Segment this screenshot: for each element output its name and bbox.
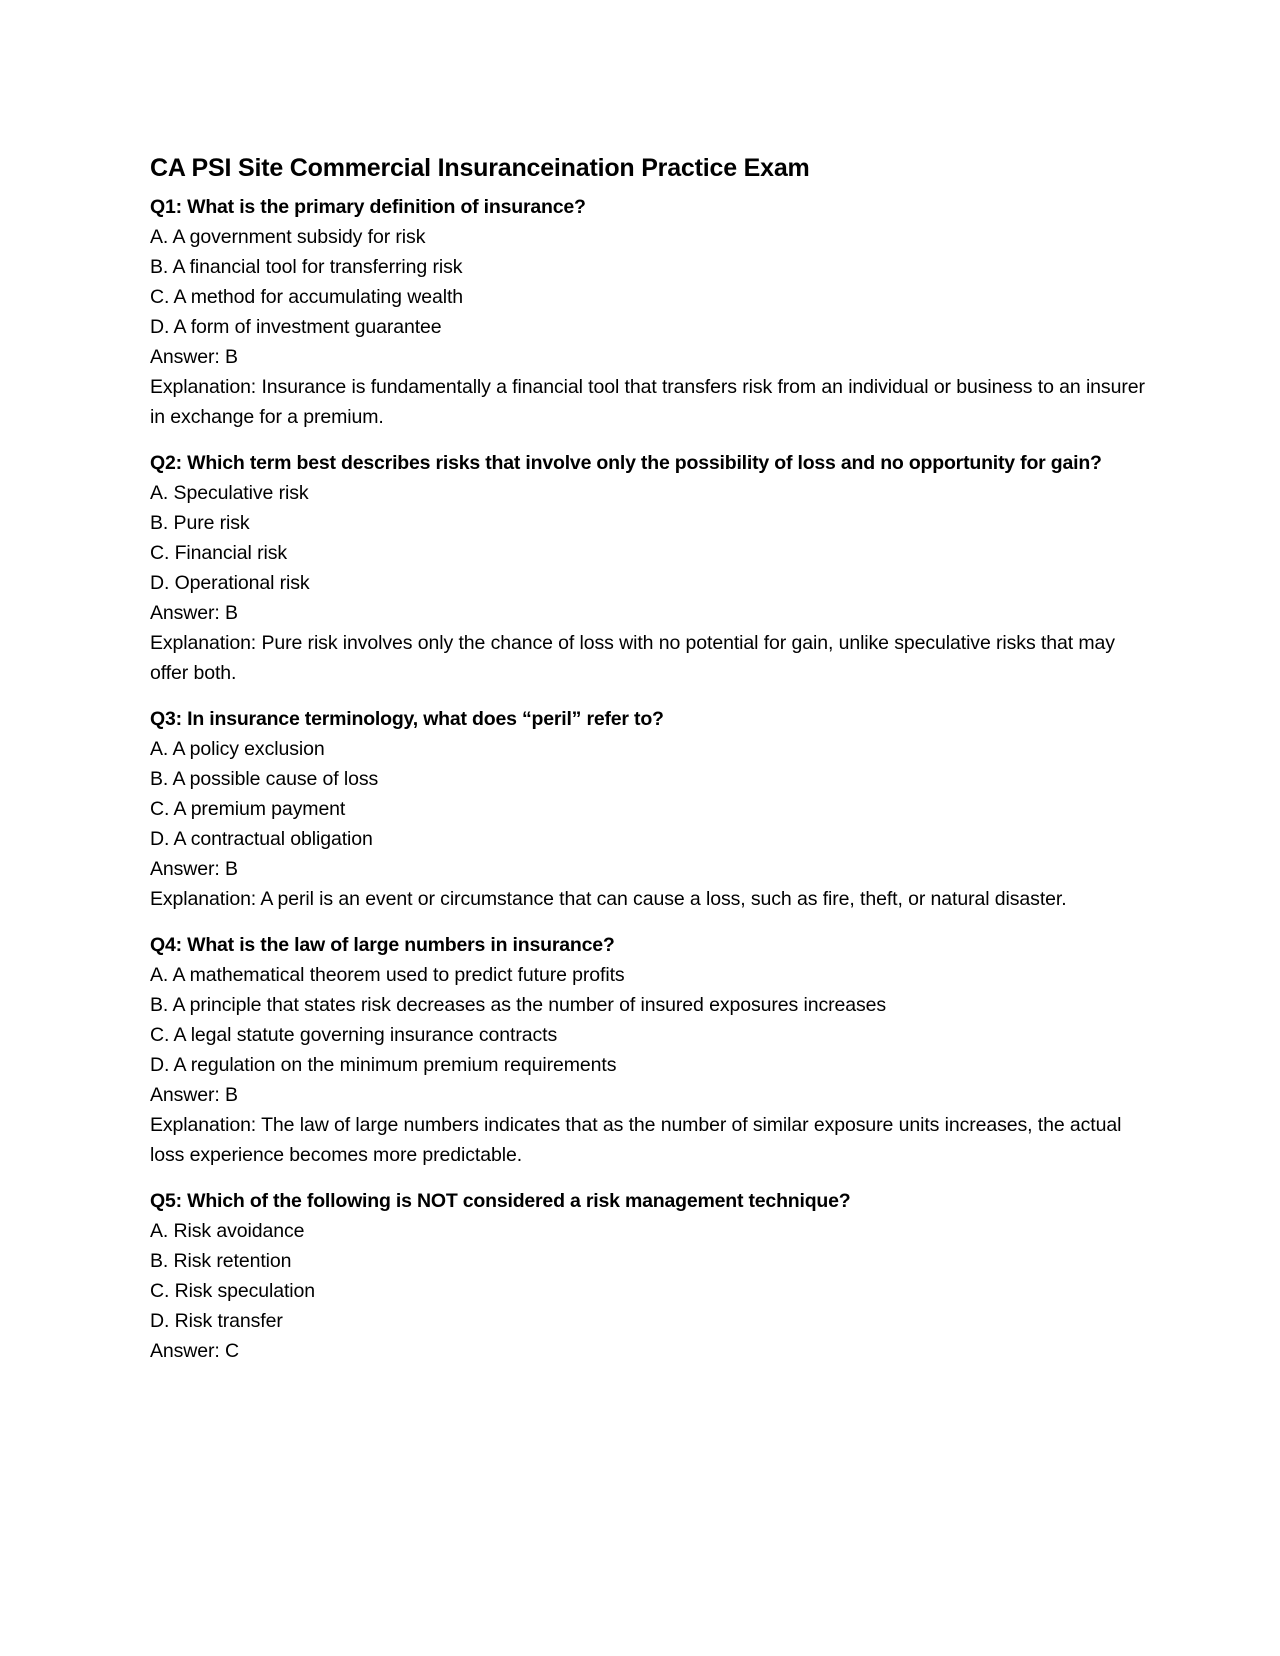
option-c: C. A method for accumulating wealth xyxy=(150,286,464,308)
explanation: Explanation: A peril is an event or circumstance that can cause a loss, such as fire, theft, or natural disaster. xyxy=(150,888,1067,910)
option-b: B. A principle that states risk decreases as the number of insured exposures increases xyxy=(150,994,887,1016)
answer: Answer: B xyxy=(150,602,238,624)
option-b: B. Risk retention xyxy=(150,1250,292,1272)
answer: Answer: B xyxy=(150,858,238,880)
question-2 xyxy=(150,448,1150,688)
option-d: D. A regulation on the minimum premium requirements xyxy=(150,1054,617,1076)
question-5 xyxy=(150,1186,1150,1366)
explanation: Explanation: The law of large numbers indicates that as the number of similar exposure units increases, the actual loss experience becomes more predictable. xyxy=(150,1114,1122,1166)
option-d: D. A form of investment guarantee xyxy=(150,316,442,338)
question-text: Q1: What is the primary definition of insurance? xyxy=(150,196,586,218)
option-a: A. Speculative risk xyxy=(150,482,309,504)
option-c: C. A premium payment xyxy=(150,798,346,820)
option-b: B. Pure risk xyxy=(150,512,250,534)
option-a: A. A government subsidy for risk xyxy=(150,226,426,248)
option-d: D. Risk transfer xyxy=(150,1310,283,1332)
option-d: D. Operational risk xyxy=(150,572,310,594)
option-a: A. A policy exclusion xyxy=(150,738,325,760)
option-c: C. A legal statute governing insurance contracts xyxy=(150,1024,558,1046)
question-text: Q4: What is the law of large numbers in insurance? xyxy=(150,934,615,956)
question-1 xyxy=(150,192,1150,432)
option-d: D. A contractual obligation xyxy=(150,828,373,850)
question-text: Q2: Which term best describes risks that involve only the possibility of loss and no opportunity for gain? xyxy=(150,452,1102,474)
option-a: A. Risk avoidance xyxy=(150,1220,305,1242)
explanation: Explanation: Insurance is fundamentally a financial tool that transfers risk from an individual or business to an insurer in exchange for a premium. xyxy=(150,376,1145,428)
option-b: B. A possible cause of loss xyxy=(150,768,379,790)
answer: Answer: B xyxy=(150,1084,238,1106)
question-text: Q5: Which of the following is NOT considered a risk management technique? xyxy=(150,1190,851,1212)
option-b: B. A financial tool for transferring risk xyxy=(150,256,463,278)
question-3 xyxy=(150,704,1150,914)
question-4 xyxy=(150,930,1150,1170)
option-a: A. A mathematical theorem used to predict future profits xyxy=(150,964,625,986)
explanation: Explanation: Pure risk involves only the chance of loss with no potential for gain, unlike speculative risks that may offer both. xyxy=(150,632,1115,684)
option-c: C. Risk speculation xyxy=(150,1280,316,1302)
document-page xyxy=(150,148,1150,1382)
question-text: Q3: In insurance terminology, what does “peril” refer to? xyxy=(150,708,664,730)
document-title: CA PSI Site Commercial Insuranceination Practice Exam xyxy=(150,154,810,182)
answer: Answer: C xyxy=(150,1340,240,1362)
option-c: C. Financial risk xyxy=(150,542,287,564)
answer: Answer: B xyxy=(150,346,238,368)
